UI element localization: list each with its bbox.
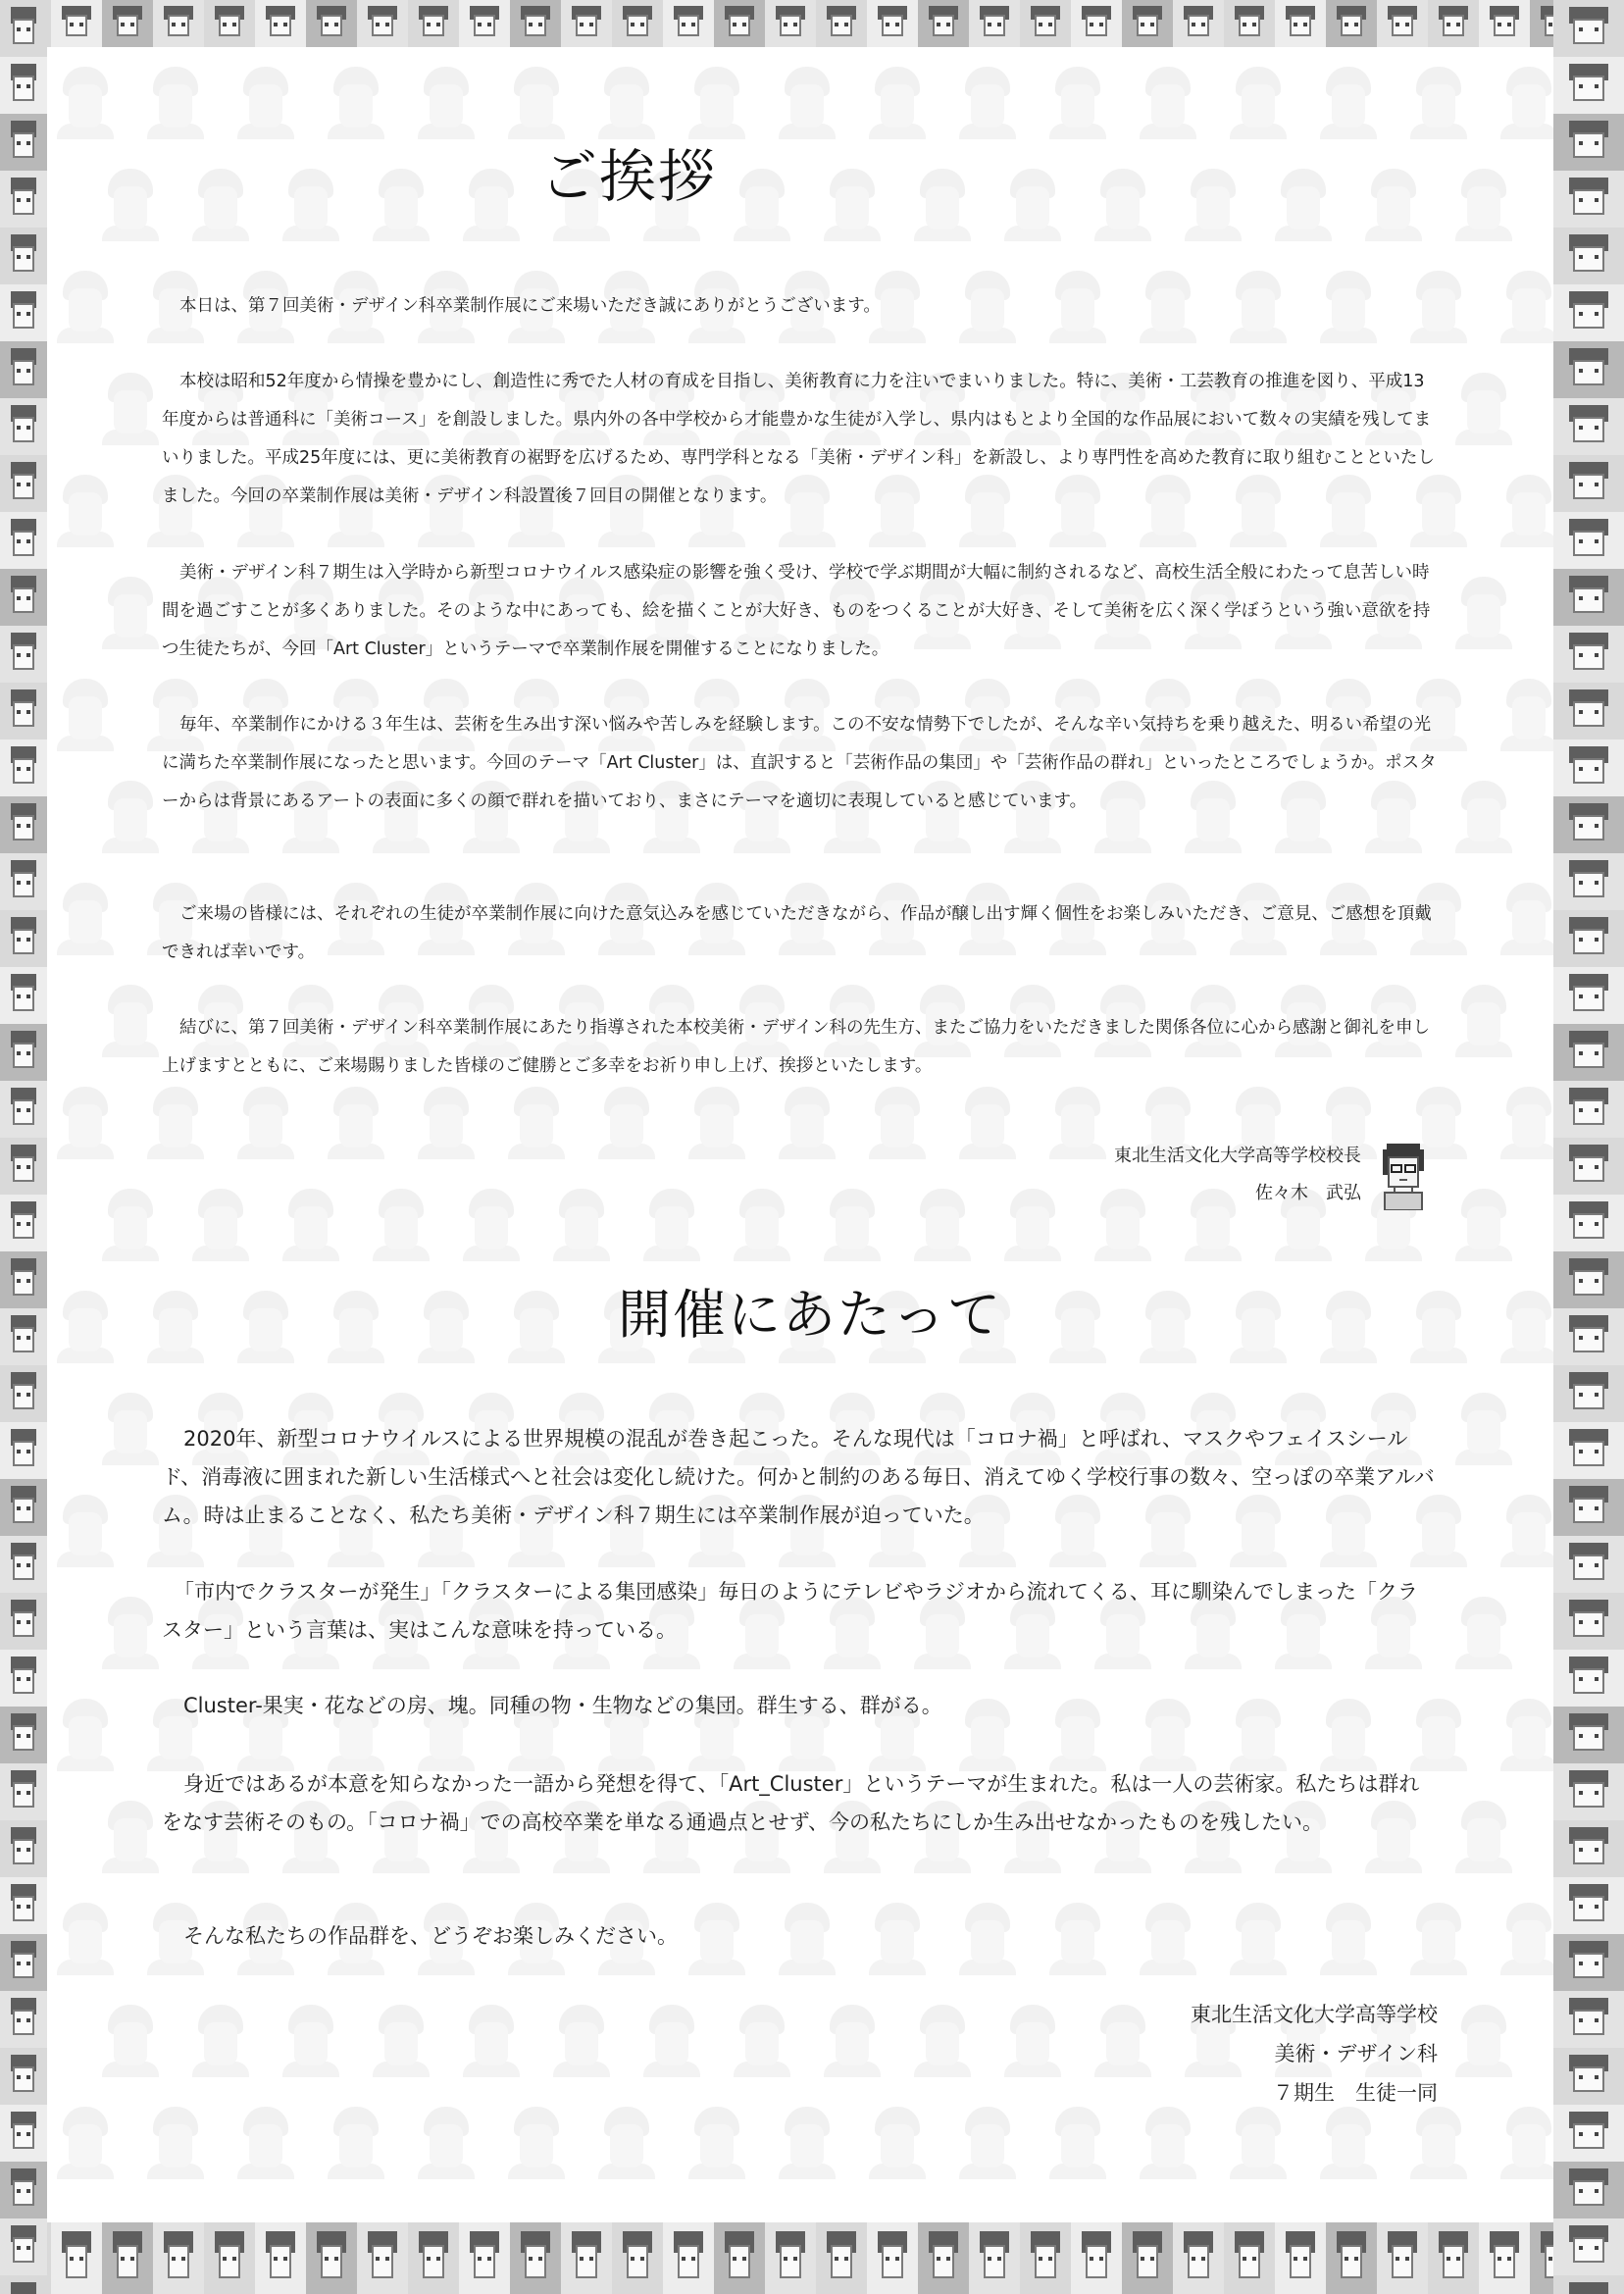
border-face-icon	[0, 853, 47, 910]
background-face-icon	[1049, 2107, 1106, 2179]
border-face-icon	[918, 0, 969, 47]
border-face-icon	[969, 0, 1020, 47]
background-face-icon	[1455, 1801, 1512, 1873]
border-face-icon	[0, 1195, 47, 1251]
border-face-icon	[0, 569, 47, 626]
top-face-border	[0, 0, 1624, 47]
background-face-icon	[1230, 67, 1287, 139]
border-face-icon	[51, 2222, 102, 2294]
border-face-icon	[1173, 2222, 1224, 2294]
background-face-icon	[1275, 169, 1332, 241]
background-face-icon	[688, 2107, 745, 2179]
border-face-icon	[1553, 910, 1624, 967]
background-face-icon	[57, 1699, 114, 1771]
right-face-border	[1553, 0, 1624, 2294]
background-face-icon	[1500, 883, 1553, 955]
greeting-paragraph: 本校は昭和52年度から情操を豊かにし、創造性に秀でた人材の育成を目指し、美術教育に力を注いでまいりました。特に、美術・工芸教育の推進を図り、平成13年度からは普通科に「美術コース」を創設しました。県内外の各中学校から才能豊かな生徒が入学し、県内はもとより全国的な作品展において数々の実績を残してまいりました。平成25年度には、更に美術教育の裾野を広げるため、専門学科となる「美術・デザイン科」を新設し、より専門性を高めた教育に取り組むことといたしました。今回の卒業制作展は美術・デザイン科設置後７回目の開催となります。	[162, 372, 1435, 506]
border-face-icon	[0, 341, 47, 398]
background-face-icon	[418, 1087, 475, 1159]
students-signature	[1040, 1995, 1438, 2113]
background-face-icon	[1500, 1699, 1553, 1771]
border-face-icon	[0, 1650, 47, 1707]
border-face-icon	[612, 2222, 663, 2294]
background-face-icon	[959, 2107, 1016, 2179]
background-face-icon	[57, 679, 114, 751]
border-face-icon	[1326, 0, 1377, 47]
border-face-icon	[102, 2222, 153, 2294]
students-cohort: ７期生 生徒一同	[1273, 2081, 1438, 2105]
border-face-icon	[0, 228, 47, 284]
opening-paragraph: 2020年、新型コロナウイルスによる世界規模の混乱が巻き起こった。そんな現代は「コロナ禍」と呼ばれ、マスクやフェイスシールド、消毒液に囲まれた新しい生活様式へと社会は変化し続けた。何かと制約のある毎日、消えてゆく学校行事の数々、空っぽの卒業アルバム。時は止まることなく、私たち美術・デザイン科７期生には卒業制作展が迫っていた。	[162, 1427, 1435, 1527]
background-face-icon	[328, 2107, 384, 2179]
border-face-icon	[1071, 2222, 1122, 2294]
border-face-icon	[306, 2222, 357, 2294]
border-face-icon	[0, 171, 47, 228]
background-face-icon	[57, 2107, 114, 2179]
background-face-icon	[1410, 2107, 1467, 2179]
background-face-icon	[824, 2005, 881, 2077]
background-face-icon	[102, 2005, 159, 2077]
border-face-icon	[1553, 1479, 1624, 1536]
background-face-icon	[1185, 169, 1242, 241]
opening-paragraph: 「市内でクラスターが発生」「クラスターによる集団感染」毎日のようにテレビやラジオから流れてくる、耳に馴染んでしまった「クラスター」という言葉は、実はこんな意味を持っている。	[162, 1580, 1418, 1642]
border-face-icon	[1020, 2222, 1071, 2294]
border-face-icon	[1553, 1763, 1624, 1820]
background-face-icon	[147, 2107, 204, 2179]
border-face-icon	[0, 1991, 47, 2048]
border-face-icon	[408, 2222, 459, 2294]
border-face-icon	[1553, 796, 1624, 853]
border-face-icon	[1553, 1877, 1624, 1934]
border-face-icon	[0, 1081, 47, 1138]
border-face-icon	[255, 0, 306, 47]
border-face-icon	[1275, 2222, 1326, 2294]
background-face-icon	[1455, 169, 1512, 241]
background-face-icon	[1500, 1495, 1553, 1567]
background-face-icon	[959, 67, 1016, 139]
principal-avatar-icon	[1379, 1140, 1428, 1210]
border-face-icon	[0, 1707, 47, 1763]
border-face-icon	[0, 626, 47, 683]
border-face-icon	[561, 0, 612, 47]
border-face-icon	[0, 1479, 47, 1536]
border-face-icon	[0, 284, 47, 341]
background-face-icon	[824, 1189, 881, 1261]
border-face-icon	[1326, 2222, 1377, 2294]
border-face-icon	[1553, 0, 1624, 57]
border-face-icon	[1553, 1593, 1624, 1650]
border-face-icon	[510, 2222, 561, 2294]
background-face-icon	[1049, 67, 1106, 139]
border-face-icon	[51, 0, 102, 47]
border-face-icon	[1479, 0, 1530, 47]
border-face-icon	[1553, 569, 1624, 626]
background-face-icon	[1500, 475, 1553, 547]
border-face-icon	[1553, 1251, 1624, 1308]
background-face-icon	[598, 1087, 655, 1159]
background-face-icon	[463, 1189, 520, 1261]
border-face-icon	[0, 2218, 47, 2275]
border-face-icon	[1553, 1308, 1624, 1365]
background-face-icon	[914, 1189, 971, 1261]
background-face-icon	[1140, 67, 1196, 139]
border-face-icon	[0, 1934, 47, 1991]
background-face-icon	[1410, 67, 1467, 139]
background-face-icon	[1500, 67, 1553, 139]
border-face-icon	[0, 2162, 47, 2218]
border-face-icon	[1553, 967, 1624, 1024]
border-face-icon	[1122, 2222, 1173, 2294]
background-face-icon	[553, 2005, 610, 2077]
background-face-icon	[1094, 169, 1151, 241]
border-face-icon	[204, 0, 255, 47]
border-face-icon	[459, 0, 510, 47]
background-face-icon	[1004, 169, 1061, 241]
background-face-icon	[1230, 2107, 1287, 2179]
border-face-icon	[1553, 1422, 1624, 1479]
border-face-icon	[1275, 0, 1326, 47]
background-face-icon	[598, 67, 655, 139]
border-face-icon	[1553, 1650, 1624, 1707]
border-face-icon	[1553, 171, 1624, 228]
border-face-icon	[153, 2222, 204, 2294]
border-face-icon	[255, 2222, 306, 2294]
background-face-icon	[1455, 1189, 1512, 1261]
background-face-icon	[57, 271, 114, 343]
border-face-icon	[1553, 341, 1624, 398]
border-face-icon	[612, 0, 663, 47]
border-face-icon	[1553, 2105, 1624, 2162]
border-face-icon	[0, 796, 47, 853]
border-face-icon	[714, 0, 765, 47]
greeting-paragraph: ご来場の皆様には、それぞれの生徒が卒業制作展に向けた意気込みを感じていただきながら、作品が醸し出す輝く個性をお楽しみいただき、ご意見、ご感想を頂戴できれば幸いです。	[162, 904, 1432, 962]
background-face-icon	[147, 67, 204, 139]
background-face-icon	[734, 1189, 790, 1261]
border-face-icon	[204, 2222, 255, 2294]
background-face-icon	[1500, 679, 1553, 751]
border-face-icon	[1553, 1934, 1624, 1991]
border-face-icon	[714, 2222, 765, 2294]
border-face-icon	[153, 0, 204, 47]
border-face-icon	[306, 0, 357, 47]
background-face-icon	[508, 1087, 565, 1159]
background-face-icon	[688, 67, 745, 139]
border-face-icon	[1553, 1081, 1624, 1138]
border-face-icon	[1553, 1195, 1624, 1251]
opening-paragraph: そんな私たちの作品群を、どうぞお楽しみください。	[183, 1924, 678, 1948]
greeting-paragraph: 毎年、卒業制作にかける３年生は、芸術を生み出す深い悩みや苦しみを経験します。この不安な情勢下でしたが、そんな辛い気持ちを乗り越えた、明るい希望の光に満ちた卒業制作展になったと思います。今回のテーマ「Art Cluster」は、直訳すると「芸術作品の集団」や「芸術作品の群れ」といったところでしょうか。ポスターからは背景にあるアートの表面に多くの顔で群れを描いており、まさにテーマを適切に表現していると感じています。	[162, 715, 1437, 811]
border-face-icon	[0, 1251, 47, 1308]
background-face-icon	[1455, 2005, 1512, 2077]
background-face-icon	[1140, 2107, 1196, 2179]
border-face-icon	[867, 0, 918, 47]
opening-title: 開催にあたって	[618, 1284, 1002, 1346]
border-face-icon	[0, 2048, 47, 2105]
background-face-icon	[1365, 169, 1422, 241]
border-face-icon	[1428, 2222, 1479, 2294]
border-face-icon	[1377, 0, 1428, 47]
border-face-icon	[1553, 114, 1624, 171]
background-face-icon	[282, 1189, 339, 1261]
background-face-icon	[643, 1189, 700, 1261]
background-face-icon	[57, 1495, 114, 1567]
border-face-icon	[969, 2222, 1020, 2294]
border-face-icon	[663, 2222, 714, 2294]
border-face-icon	[0, 2105, 47, 2162]
background-face-icon	[1455, 1597, 1512, 1669]
background-face-icon	[1455, 577, 1512, 649]
border-face-icon	[1553, 57, 1624, 114]
border-face-icon	[0, 1422, 47, 1479]
border-face-icon	[0, 739, 47, 796]
background-face-icon	[1500, 1291, 1553, 1363]
background-face-icon	[1455, 985, 1512, 1057]
background-face-icon	[418, 2107, 475, 2179]
greeting-paragraph: 美術・デザイン科７期生は入学時から新型コロナウイルス感染症の影響を強く受け、学校で学ぶ期間が大幅に制約されるなど、高校生活全般にわたって息苦しい時間を過ごすことが多くありました。そのような中にあっても、絵を描くことが大好き、ものをつくることが大好き、そして美術を広く深く学ぼうという強い意欲を持つ生徒たちが、今回「Art Cluster」というテーマで卒業制作展を開催することになりました。	[162, 563, 1431, 659]
background-face-icon	[418, 67, 475, 139]
bottom-face-border	[0, 2222, 1624, 2294]
background-face-icon	[463, 169, 520, 241]
background-face-icon	[1500, 271, 1553, 343]
border-face-icon	[1553, 1820, 1624, 1877]
border-face-icon	[0, 2275, 47, 2294]
background-face-icon	[779, 1087, 836, 1159]
border-face-icon	[0, 1365, 47, 1422]
background-face-icon	[192, 169, 249, 241]
border-face-icon	[1479, 2222, 1530, 2294]
border-face-icon	[1553, 1024, 1624, 1081]
background-face-icon	[373, 1189, 430, 1261]
background-face-icon	[328, 67, 384, 139]
background-face-icon	[1320, 2107, 1377, 2179]
background-face-icon	[598, 2107, 655, 2179]
background-face-icon	[57, 67, 114, 139]
border-face-icon	[1553, 1138, 1624, 1195]
principal-role: 東北生活文化大学高等学校校長	[1114, 1146, 1361, 1166]
border-face-icon	[1553, 1536, 1624, 1593]
background-face-icon	[508, 2107, 565, 2179]
background-face-icon	[1140, 1291, 1196, 1363]
border-face-icon	[357, 0, 408, 47]
background-face-icon	[237, 1291, 294, 1363]
greeting-paragraph: 本日は、第７回美術・デザイン科卒業制作展にご来場いただき誠にありがとうございます。	[179, 296, 881, 316]
border-face-icon	[1071, 0, 1122, 47]
border-face-icon	[1553, 2048, 1624, 2105]
border-face-icon	[0, 1138, 47, 1195]
background-face-icon	[1500, 1087, 1553, 1159]
principal-signature	[981, 1138, 1361, 1212]
border-face-icon	[765, 2222, 816, 2294]
border-face-icon	[1553, 512, 1624, 569]
background-face-icon	[779, 2107, 836, 2179]
border-face-icon	[1377, 2222, 1428, 2294]
border-face-icon	[1553, 853, 1624, 910]
border-face-icon	[408, 0, 459, 47]
background-face-icon	[463, 2005, 520, 2077]
border-face-icon	[1553, 683, 1624, 739]
background-face-icon	[237, 1087, 294, 1159]
background-face-icon	[102, 1597, 159, 1669]
border-face-icon	[102, 0, 153, 47]
background-face-icon	[102, 1801, 159, 1873]
border-face-icon	[1553, 284, 1624, 341]
principal-name: 佐々木 武弘	[1255, 1183, 1361, 1203]
background-face-icon	[734, 2005, 790, 2077]
greeting-title: ご挨拶	[540, 143, 718, 210]
background-face-icon	[553, 1189, 610, 1261]
background-face-icon	[508, 67, 565, 139]
border-face-icon	[1553, 1991, 1624, 2048]
background-face-icon	[192, 1189, 249, 1261]
background-face-icon	[1500, 2107, 1553, 2179]
border-face-icon	[867, 2222, 918, 2294]
border-face-icon	[0, 114, 47, 171]
background-face-icon	[869, 67, 926, 139]
border-face-icon	[1553, 739, 1624, 796]
students-school: 東北生活文化大学高等学校	[1191, 2003, 1438, 2026]
border-face-icon	[510, 0, 561, 47]
border-face-icon	[1224, 2222, 1275, 2294]
background-face-icon	[147, 1087, 204, 1159]
background-face-icon	[1500, 1903, 1553, 1975]
border-face-icon	[561, 2222, 612, 2294]
background-face-icon	[282, 169, 339, 241]
border-face-icon	[0, 910, 47, 967]
border-face-icon	[918, 2222, 969, 2294]
background-face-icon	[102, 985, 159, 1057]
opening-paragraph: 身近ではあるが本意を知らなかった一語から発想を得て、「Art_Cluster」というテーマが生まれた。私は一人の芸術家。私たちは群れをなす芸術そのもの。「コロナ禍」での高校卒業を単なる通過点とせず、今の私たちにしか生み出せなかったものを残したい。	[162, 1772, 1420, 1834]
opening-paragraph: Cluster-果実・花などの房、塊。同種の物・生物などの集団。群生する、群がる。	[183, 1694, 942, 1717]
border-face-icon	[459, 2222, 510, 2294]
students-department: 美術・デザイン科	[1274, 2042, 1438, 2065]
background-face-icon	[869, 1087, 926, 1159]
border-face-icon	[1553, 2162, 1624, 2218]
background-face-icon	[914, 2005, 971, 2077]
border-face-icon	[0, 1024, 47, 1081]
background-face-icon	[147, 1291, 204, 1363]
border-face-icon	[0, 1308, 47, 1365]
background-face-icon	[1320, 67, 1377, 139]
greeting-paragraph: 結びに、第７回美術・デザイン科卒業制作展にあたり指導された本校美術・デザイン科の先生方、またご協力をいただきました関係各位に心から感謝と御礼を申し上げますとともに、ご来場賜りました皆様のご健勝とご多幸をお祈り申し上げ、挨拶といたします。	[162, 1018, 1431, 1076]
background-face-icon	[102, 781, 159, 853]
border-face-icon	[0, 1593, 47, 1650]
border-face-icon	[0, 967, 47, 1024]
border-face-icon	[765, 0, 816, 47]
border-face-icon	[1428, 0, 1479, 47]
border-face-icon	[1122, 0, 1173, 47]
border-face-icon	[663, 0, 714, 47]
background-face-icon	[57, 1291, 114, 1363]
border-face-icon	[816, 0, 867, 47]
border-face-icon	[1553, 2275, 1624, 2294]
border-face-icon	[0, 398, 47, 455]
background-face-icon	[418, 1291, 475, 1363]
background-face-icon	[1455, 781, 1512, 853]
border-face-icon	[0, 1877, 47, 1934]
background-face-icon	[102, 577, 159, 649]
background-face-icon	[328, 1291, 384, 1363]
background-face-icon	[373, 2005, 430, 2077]
background-face-icon	[57, 475, 114, 547]
border-face-icon	[1553, 1365, 1624, 1422]
background-face-icon	[643, 2005, 700, 2077]
border-face-icon	[0, 683, 47, 739]
background-face-icon	[328, 1087, 384, 1159]
background-face-icon	[869, 2107, 926, 2179]
background-face-icon	[102, 1393, 159, 1465]
left-face-border	[0, 0, 47, 2294]
border-face-icon	[1020, 0, 1071, 47]
background-face-icon	[57, 1903, 114, 1975]
background-face-icon	[508, 1291, 565, 1363]
background-face-icon	[373, 169, 430, 241]
background-face-icon	[237, 2107, 294, 2179]
border-face-icon	[1553, 455, 1624, 512]
border-face-icon	[357, 2222, 408, 2294]
background-face-icon	[237, 67, 294, 139]
border-face-icon	[0, 57, 47, 114]
border-face-icon	[0, 1536, 47, 1593]
border-face-icon	[1553, 398, 1624, 455]
background-face-icon	[57, 1087, 114, 1159]
background-face-icon	[779, 67, 836, 139]
border-face-icon	[0, 1820, 47, 1877]
border-face-icon	[1553, 1707, 1624, 1763]
background-face-icon	[688, 1087, 745, 1159]
border-face-icon	[0, 0, 47, 57]
border-face-icon	[0, 1763, 47, 1820]
background-face-icon	[1230, 1291, 1287, 1363]
border-face-icon	[816, 2222, 867, 2294]
background-face-icon	[192, 2005, 249, 2077]
background-face-icon	[1455, 1393, 1512, 1465]
border-face-icon	[0, 512, 47, 569]
background-face-icon	[1320, 1291, 1377, 1363]
border-face-icon	[0, 455, 47, 512]
background-face-icon	[102, 169, 159, 241]
background-face-icon	[102, 1189, 159, 1261]
background-face-icon	[282, 2005, 339, 2077]
background-face-icon	[102, 373, 159, 445]
background-face-icon	[57, 883, 114, 955]
border-face-icon	[1553, 2218, 1624, 2275]
border-face-icon	[1173, 0, 1224, 47]
border-face-icon	[1553, 228, 1624, 284]
border-face-icon	[1553, 626, 1624, 683]
background-face-icon	[1455, 373, 1512, 445]
border-face-icon	[1224, 0, 1275, 47]
background-face-icon	[1410, 1291, 1467, 1363]
